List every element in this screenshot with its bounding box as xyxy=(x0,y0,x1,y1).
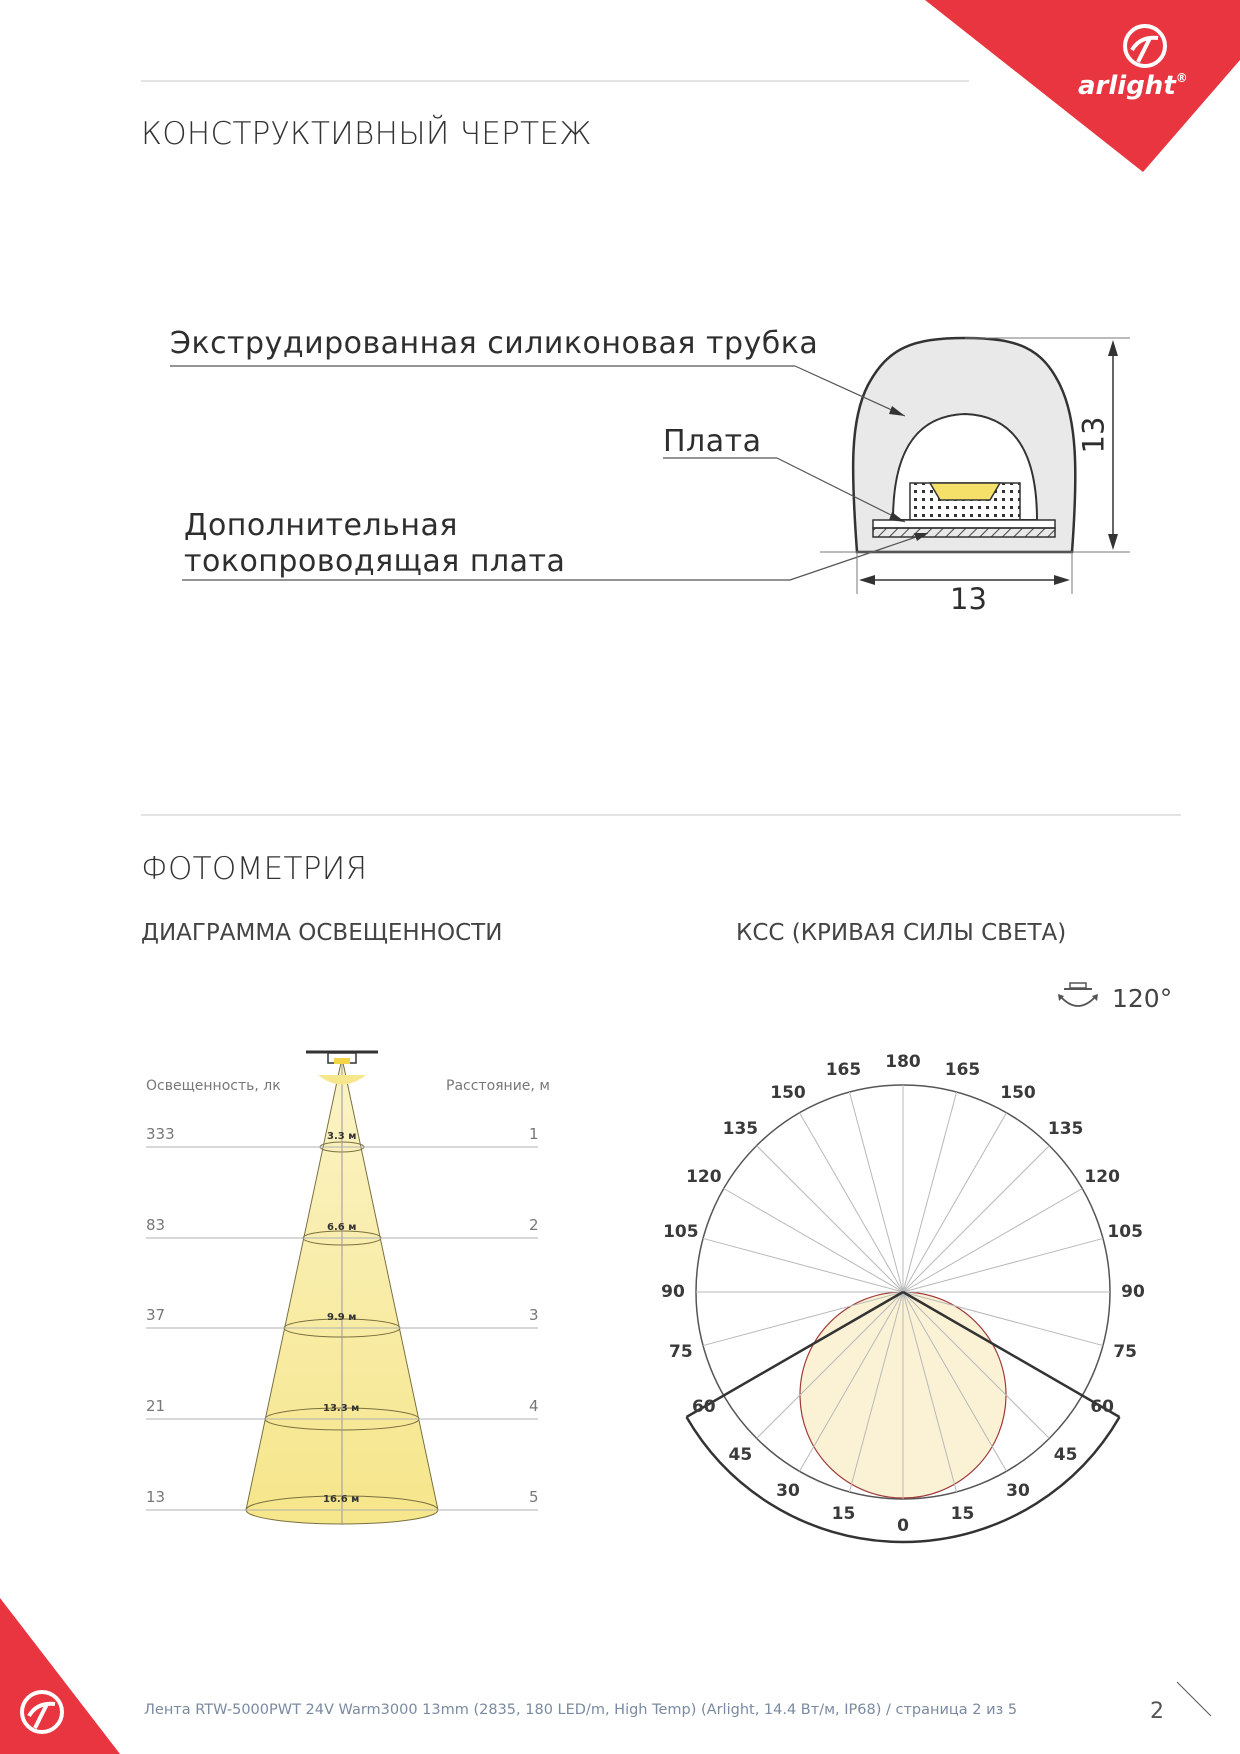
lux-value: 21 xyxy=(146,1397,166,1415)
polar-angle-label: 165 xyxy=(944,1059,981,1080)
lux-value: 83 xyxy=(146,1216,166,1234)
illuminance-title: ДИАГРАММА ОСВЕЩЕННОСТИ xyxy=(141,920,503,946)
page-number: 2 xyxy=(1150,1699,1164,1724)
width-dimension: 13 xyxy=(950,582,987,616)
brand-logo-text: arlight® xyxy=(1078,71,1188,101)
label-board: Плата xyxy=(663,424,762,459)
distance-value: 1 xyxy=(529,1125,539,1143)
polar-angle-label: 105 xyxy=(1107,1222,1143,1243)
label-extra-board-1: Дополнительная xyxy=(184,508,458,543)
polar-angle-label: 45 xyxy=(1053,1444,1078,1465)
diameter-label: 16.6 м xyxy=(323,1494,360,1505)
polar-angle-label: 120 xyxy=(1084,1167,1120,1187)
polar-angle-label: 15 xyxy=(950,1504,975,1525)
photometry-title: ФОТОМЕТРИЯ xyxy=(141,851,368,887)
polar-angle-label: 165 xyxy=(825,1059,862,1080)
label-extra-board-2: токопроводящая плата xyxy=(184,544,566,579)
illuminance-left-header: Освещенность, лк xyxy=(146,1078,281,1094)
polar-angle-label: 150 xyxy=(770,1082,806,1103)
distance-value: 3 xyxy=(529,1306,539,1324)
illuminance-right-header: Расстояние, м xyxy=(446,1078,550,1094)
brand-corner-bottom xyxy=(0,1590,130,1754)
diameter-label: 6.6 м xyxy=(327,1222,357,1233)
distance-value: 2 xyxy=(529,1216,539,1234)
polar-angle-label: 15 xyxy=(831,1504,856,1525)
polar-angle-label: 30 xyxy=(776,1481,800,1502)
polar-angle-label: 30 xyxy=(1006,1481,1030,1502)
drawing-title: КОНСТРУКТИВНЫЙ ЧЕРТЕЖ xyxy=(141,116,592,152)
distance-value: 4 xyxy=(529,1397,539,1415)
distance-value: 5 xyxy=(529,1488,539,1506)
polar-angle-label: 180 xyxy=(885,1052,921,1072)
lux-value: 37 xyxy=(146,1306,166,1324)
diameter-label: 13.3 м xyxy=(323,1403,360,1414)
label-silicone-tube: Экструдированная силиконовая трубка xyxy=(170,326,819,361)
ksv-title: КСС (КРИВАЯ СИЛЫ СВЕТА) xyxy=(736,920,1067,946)
diameter-label: 3.3 м xyxy=(327,1131,357,1142)
page-corner-slash xyxy=(1175,1680,1215,1720)
polar-angle-label: 150 xyxy=(1000,1082,1036,1103)
footer-text: Лента RTW-5000PWT 24V Warm3000 13mm (2835, 180 LED/m, High Temp) (Arlight, 14.4 Вт/м, IP68) / страница 2 из 5 xyxy=(144,1702,1018,1718)
polar-angle-label: 60 xyxy=(691,1397,716,1417)
polar-angle-label: 105 xyxy=(663,1222,699,1243)
polar-angle-label: 75 xyxy=(1113,1341,1137,1362)
polar-angle-label: 135 xyxy=(722,1119,759,1140)
polar-angle-label: 60 xyxy=(1090,1397,1115,1417)
beam-angle-value: 120° xyxy=(1112,984,1173,1013)
height-dimension: 13 xyxy=(1076,416,1111,454)
polar-angle-label: 0 xyxy=(897,1516,909,1536)
polar-angle-label: 45 xyxy=(728,1444,753,1465)
polar-angle-label: 75 xyxy=(668,1341,693,1362)
lux-value: 13 xyxy=(146,1488,166,1506)
polar-angle-label: 90 xyxy=(661,1282,685,1302)
diameter-label: 9.9 м xyxy=(327,1312,357,1323)
lux-value: 333 xyxy=(146,1125,175,1143)
polar-angle-label: 90 xyxy=(1121,1282,1145,1302)
polar-angle-label: 120 xyxy=(686,1167,722,1187)
polar-angle-label: 135 xyxy=(1047,1119,1084,1140)
